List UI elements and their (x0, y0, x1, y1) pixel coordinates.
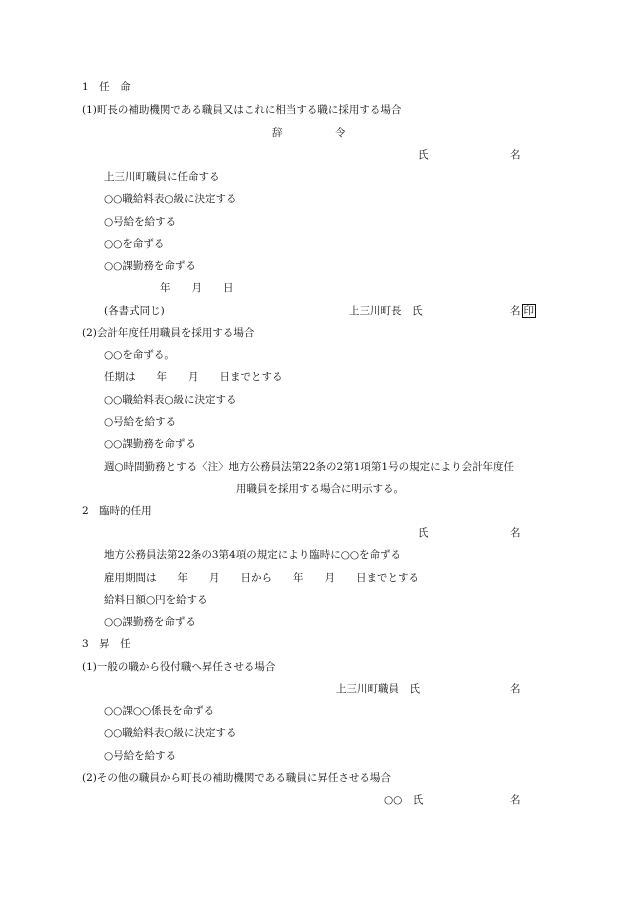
list-item: ○○を命ずる。 (104, 349, 175, 361)
list-item: ○○職給料表○級に決定する (104, 394, 237, 406)
list-item: 地方公務員法第22条の3第4項の規定により臨時に○○を命ずる (104, 549, 402, 561)
signer-staff: 上三川町職員 氏 (336, 683, 420, 695)
case-title-1-1: (1)町長の補助機関である職員又はこれに相当する職に採用する場合 (82, 104, 402, 116)
list-item: ○○課○○係長を命ずる (104, 705, 215, 717)
list-item: ○○を命ずる (104, 238, 165, 250)
signer-mei (510, 304, 536, 318)
list-item: ○○職給料表○級に決定する (104, 727, 237, 739)
name-label-mei: 名 (510, 527, 521, 539)
signer-mei-label: 名 (510, 305, 521, 317)
list-item: ○号給を給する (104, 216, 177, 228)
list-item: ○○課勤務を命ずる (104, 260, 196, 272)
name-label-mei: 名 (510, 683, 521, 695)
section-heading-temporary: 2 臨時的任用 (82, 505, 152, 517)
annotation-line-1: 週○時間勤務とする〈注〉地方公務員法第22条の2第1項第1号の規定により会計年度任 (104, 461, 515, 473)
list-item: ○○課勤務を命ずる (104, 616, 196, 628)
name-label-mei: 名 (510, 794, 521, 806)
case-title-3-2: (2)その他の職員から町長の補助機関である職員に昇任させる場合 (82, 772, 391, 784)
section-heading-appointment: 1 任 命 (82, 81, 131, 93)
annotation-line-2: 用職員を採用する場合に明示する。 (236, 483, 404, 495)
list-item: ○号給を給する (104, 416, 177, 428)
signer-mayor: 上三川町長 氏 (349, 305, 423, 317)
case-title-1-2: (2)会計年度任用職員を採用する場合 (82, 327, 255, 339)
jirei-heading: 辞 令 (272, 127, 346, 139)
list-item: ○○職給料表○級に決定する (104, 193, 237, 205)
list-item: 雇用期間は 年 月 日から 年 月 日までとする (104, 572, 419, 584)
date-line: 年 月 日 (160, 282, 234, 294)
list-item: 給料日額○円を給する (104, 594, 208, 606)
case-title-3-1: (1)一般の職から役付職へ昇任させる場合 (82, 661, 276, 673)
list-item: 上三川町職員に任命する (104, 171, 220, 183)
signer-generic: ○○ 氏 (384, 794, 424, 806)
list-item: ○号給を給する (104, 750, 177, 762)
list-item: ○○課勤務を命ずる (104, 438, 196, 450)
name-label-shi: 氏 (418, 527, 429, 539)
section-heading-promotion: 3 昇 任 (82, 638, 131, 650)
seal-mark: 印 (523, 305, 534, 317)
name-label-mei: 名 (510, 149, 521, 161)
name-label-shi: 氏 (418, 149, 429, 161)
format-note: (各書式同じ) (104, 305, 165, 317)
list-item: 任期は 年 月 日までとする (104, 371, 283, 383)
